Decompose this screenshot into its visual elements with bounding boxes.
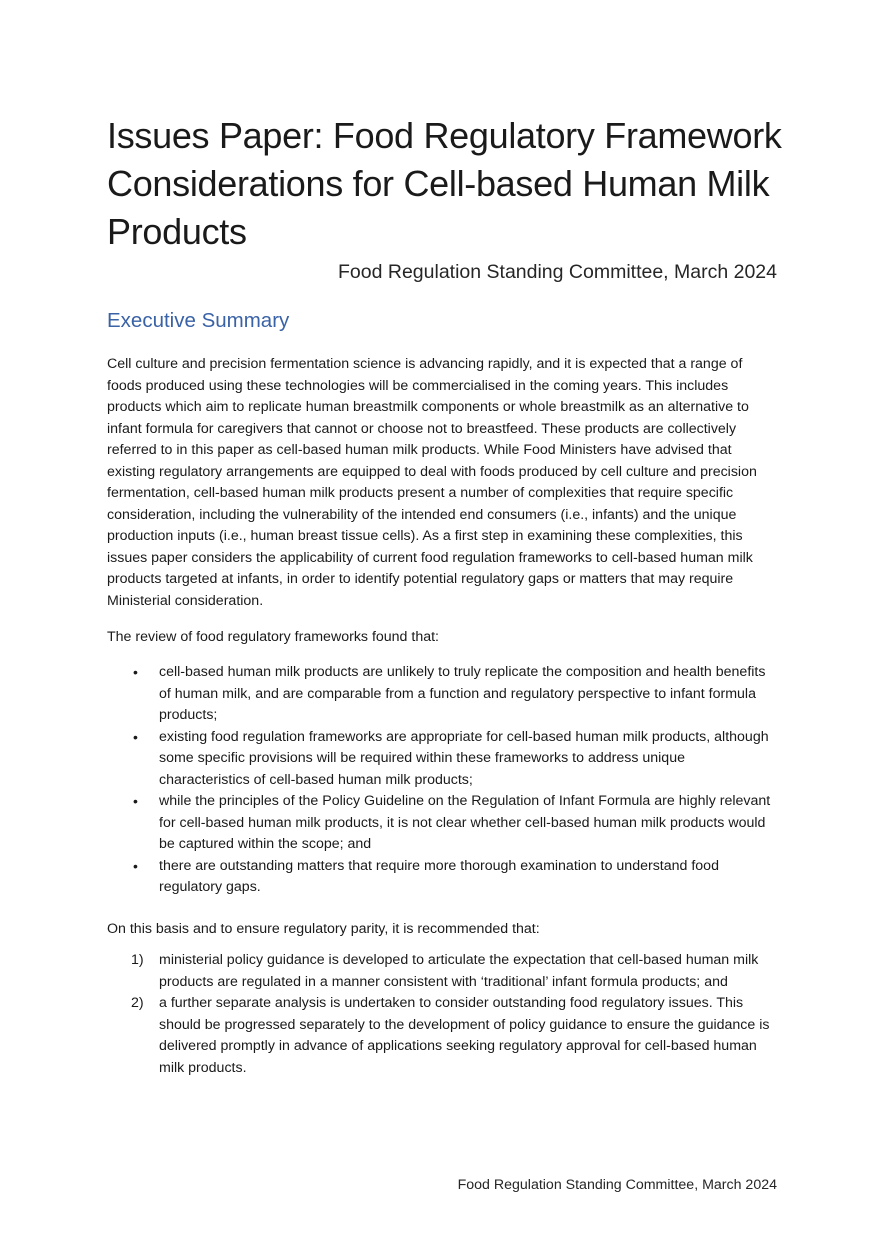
recommendation-text: ministerial policy guidance is developed to articulate the expectation that cell-based human milk products are regulated in a manner consistent with ‘traditional’ infant formula products; and: [159, 952, 759, 990]
recommendation-number: 1): [131, 952, 144, 968]
finding-text: while the principles of the Policy Guideline on the Regulation of Infant Formula are highly relevant for cell-based human milk products, it is not clear whether cell-based human milk products would be captured within the scope; and: [159, 793, 771, 852]
document-title: Issues Paper: Food Regulatory Framework Considerations for Cell-based Human Milk Products: [107, 115, 782, 252]
recommendations-list: [107, 950, 779, 1079]
section-heading-executive-summary: Executive Summary: [107, 309, 290, 332]
recommendations-intro: On this basis and to ensure regulatory parity, it is recommended that:: [107, 921, 540, 937]
finding-text: existing food regulation frameworks are appropriate for cell-based human milk products, although some specific provisions will be required within these frameworks to address unique characteristics of cell-based human milk products;: [159, 728, 769, 788]
bullet-icon: •: [133, 793, 138, 809]
findings-list: [107, 662, 779, 899]
findings-intro: The review of food regulatory frameworks found that:: [107, 629, 439, 645]
finding-text: cell-based human milk products are unlikely to truly replicate the composition and health benefits of human milk, and are comparable from a function and regulatory perspective to infant formula products;: [159, 664, 766, 723]
recommendation-item: [107, 993, 779, 1079]
findings-list-item: [107, 662, 779, 727]
findings-list-item: [107, 791, 779, 856]
recommendation-item: [107, 950, 779, 993]
recommendation-number: 2): [131, 995, 144, 1011]
recommendation-text: a further separate analysis is undertaken to consider outstanding food regulatory issues. This should be progressed separately to the development of policy guidance to ensure the guidance is delivered promptly in advance of applications seeking regulatory approval for cell-based human milk products.: [159, 995, 770, 1076]
page-footer: Food Regulation Standing Committee, March 2024: [457, 1177, 777, 1193]
finding-text: there are outstanding matters that require more thorough examination to understand food regulatory gaps.: [159, 857, 719, 895]
bullet-icon: •: [133, 857, 138, 874]
findings-list-item: [107, 727, 779, 792]
document-subtitle: Food Regulation Standing Committee, March 2024: [338, 261, 777, 283]
summary-paragraph: Cell culture and precision fermentation science is advancing rapidly, and it is expected that a range of foods produced using these technologies will be commercialised in the coming years. This includes products which aim to replicate human breastmilk components or whole breastmilk as an alternative to infant formula for caregivers that cannot or choose not to breastfeed. These products are collectively referred to in this paper as cell-based human milk products. While Food Ministers have advised that existing regulatory arrangements are equipped to deal with foods produced by cell culture and precision fermentation, cell-based human milk products present a number of complexities that require specific consideration, including the vulnerability of the intended end consumers (i.e., infants) and the unique production inputs (i.e., human breast tissue cells). As a first step in examining these complexities, this issues paper considers the applicability of current food regulation frameworks to cell-based human milk products targeted at infants, in order to identify potential regulatory gaps or matters that may require Ministerial consideration.: [107, 356, 757, 609]
findings-list-item: [107, 856, 779, 899]
bullet-icon: •: [133, 664, 138, 680]
bullet-icon: •: [133, 728, 138, 745]
